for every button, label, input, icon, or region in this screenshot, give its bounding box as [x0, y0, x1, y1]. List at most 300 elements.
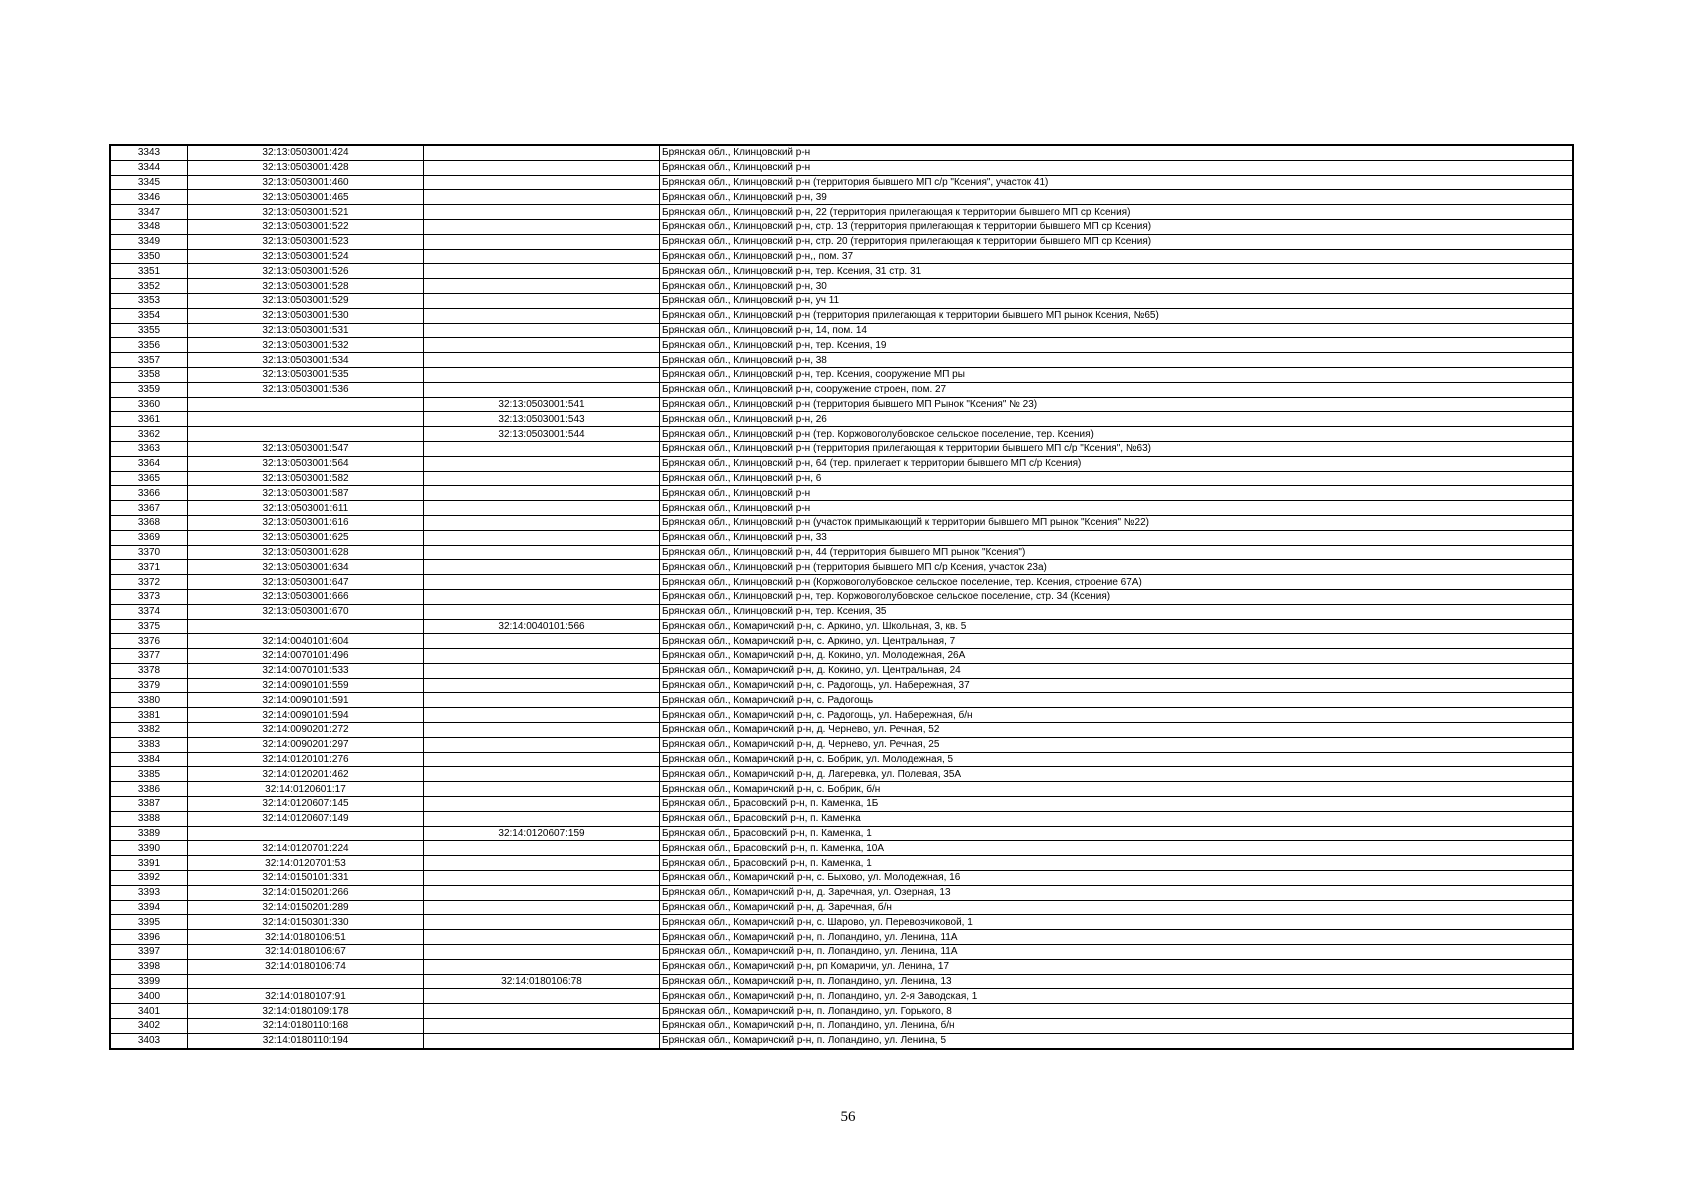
cadastral-number-cell: 32:14:0120607:145 [188, 797, 424, 812]
cadastral-number-alt-cell [424, 308, 660, 323]
address-cell: Брянская обл., Комаричский р-н, рп Комаричи, ул. Ленина, 17 [660, 959, 1574, 974]
table-row [110, 501, 1573, 516]
table-row [110, 737, 1573, 752]
cadastral-number-cell: 32:14:0150201:289 [188, 900, 424, 915]
address-cell: Брянская обл., Комаричский р-н, с. Аркино, ул. Школьная, 3, кв. 5 [660, 619, 1574, 634]
cadastral-number-alt-cell [424, 382, 660, 397]
cadastral-number-cell: 32:14:0150301:330 [188, 915, 424, 930]
row-number-cell: 3355 [110, 323, 188, 338]
cadastral-number-alt-cell [424, 145, 660, 160]
cadastral-number-cell: 32:14:0120607:149 [188, 811, 424, 826]
cadastral-number-alt-cell [424, 885, 660, 900]
table-row [110, 856, 1573, 871]
table-row [110, 575, 1573, 590]
address-cell: Брянская обл., Клинцовский р-н, 44 (территория бывшего МП рынок "Ксения") [660, 545, 1574, 560]
cadastral-number-cell [188, 826, 424, 841]
cadastral-number-cell: 32:14:0150201:266 [188, 885, 424, 900]
address-cell: Брянская обл., Клинцовский р-н [660, 145, 1574, 160]
address-cell: Брянская обл., Клинцовский р-н, уч 11 [660, 293, 1574, 308]
cadastral-number-alt-cell [424, 338, 660, 353]
cadastral-number-alt-cell [424, 190, 660, 205]
row-number-cell: 3364 [110, 456, 188, 471]
row-number-cell: 3360 [110, 397, 188, 412]
cadastral-number-cell: 32:14:0180110:194 [188, 1033, 424, 1048]
row-number-cell: 3353 [110, 293, 188, 308]
cadastral-number-alt-cell [424, 589, 660, 604]
cadastral-number-cell: 32:13:0503001:528 [188, 279, 424, 294]
row-number-cell: 3343 [110, 145, 188, 160]
address-cell: Брянская обл., Комаричский р-н, д. Лагеревка, ул. Полевая, 35А [660, 767, 1574, 782]
cadastral-number-alt-cell [424, 456, 660, 471]
cadastral-number-cell: 32:14:0120201:462 [188, 767, 424, 782]
row-number-cell: 3374 [110, 604, 188, 619]
address-cell: Брянская обл., Клинцовский р-н (Коржовоголубовское сельское поселение, тер. Ксения, строение 67А) [660, 575, 1574, 590]
cadastral-number-cell: 32:13:0503001:531 [188, 323, 424, 338]
cadastral-number-cell: 32:13:0503001:523 [188, 234, 424, 249]
cadastral-number-alt-cell [424, 219, 660, 234]
address-cell: Брянская обл., Клинцовский р-н, 30 [660, 279, 1574, 294]
cadastral-number-cell [188, 619, 424, 634]
address-cell: Брянская обл., Клинцовский р-н, стр. 13 (территория прилегающая к территории бывшего МП ср Ксения) [660, 219, 1574, 234]
table-row [110, 663, 1573, 678]
row-number-cell: 3390 [110, 841, 188, 856]
table-row [110, 293, 1573, 308]
cadastral-number-cell: 32:14:0120701:53 [188, 856, 424, 871]
address-cell: Брянская обл., Клинцовский р-н, тер. Коржовоголубовское сельское поселение, стр. 34 (Ксения) [660, 589, 1574, 604]
cadastral-number-alt-cell [424, 604, 660, 619]
cadastral-number-alt-cell [424, 293, 660, 308]
address-cell: Брянская обл., Комаричский р-н, п. Лопандино, ул. Ленина, 13 [660, 974, 1574, 989]
cadastral-number-alt-cell: 32:14:0120607:159 [424, 826, 660, 841]
address-cell: Брянская обл., Клинцовский р-н (территория бывшего МП с/р Ксения, участок 23а) [660, 560, 1574, 575]
address-cell: Брянская обл., Клинцовский р-н, 22 (территория прилегающая к территории бывшего МП ср Ксения) [660, 205, 1574, 220]
address-cell: Брянская обл., Клинцовский р-н (территория бывшего МП Рынок "Ксения" № 23) [660, 397, 1574, 412]
cadastral-number-alt-cell [424, 486, 660, 501]
table-body [110, 145, 1573, 1049]
table-row [110, 427, 1573, 442]
row-number-cell: 3379 [110, 678, 188, 693]
table-row [110, 974, 1573, 989]
cadastral-number-cell: 32:14:0180106:74 [188, 959, 424, 974]
address-cell: Брянская обл., Комаричский р-н, с. Бобрик, ул. Молодежная, 5 [660, 752, 1574, 767]
table-row [110, 797, 1573, 812]
row-number-cell: 3384 [110, 752, 188, 767]
cadastral-number-cell: 32:13:0503001:532 [188, 338, 424, 353]
address-cell: Брянская обл., Комаричский р-н, п. Лопандино, ул. Ленина, 11А [660, 930, 1574, 945]
cadastral-number-alt-cell [424, 989, 660, 1004]
row-number-cell: 3347 [110, 205, 188, 220]
cadastral-number-cell: 32:13:0503001:670 [188, 604, 424, 619]
row-number-cell: 3400 [110, 989, 188, 1004]
cadastral-number-cell: 32:14:0120601:17 [188, 782, 424, 797]
row-number-cell: 3344 [110, 160, 188, 175]
cadastral-number-cell: 32:14:0090101:559 [188, 678, 424, 693]
row-number-cell: 3375 [110, 619, 188, 634]
table-row [110, 338, 1573, 353]
cadastral-number-alt-cell [424, 782, 660, 797]
cadastral-number-alt-cell [424, 693, 660, 708]
cadastral-number-alt-cell [424, 441, 660, 456]
cadastral-number-alt-cell [424, 915, 660, 930]
row-number-cell: 3346 [110, 190, 188, 205]
table-row [110, 353, 1573, 368]
address-cell: Брянская обл., Клинцовский р-н, 38 [660, 353, 1574, 368]
row-number-cell: 3345 [110, 175, 188, 190]
cadastral-number-cell: 32:13:0503001:465 [188, 190, 424, 205]
table-row [110, 619, 1573, 634]
row-number-cell: 3389 [110, 826, 188, 841]
table-row [110, 382, 1573, 397]
address-cell: Брянская обл., Комаричский р-н, п. Лопандино, ул. Ленина, 11А [660, 945, 1574, 960]
row-number-cell: 3366 [110, 486, 188, 501]
row-number-cell: 3393 [110, 885, 188, 900]
address-cell: Брянская обл., Клинцовский р-н (тер. Коржовоголубовское сельское поселение, тер. Ксения) [660, 427, 1574, 442]
table-row [110, 397, 1573, 412]
table-row [110, 219, 1573, 234]
cadastral-number-alt-cell [424, 160, 660, 175]
cadastral-number-cell: 32:13:0503001:534 [188, 353, 424, 368]
row-number-cell: 3350 [110, 249, 188, 264]
table-row [110, 367, 1573, 382]
row-number-cell: 3403 [110, 1033, 188, 1048]
cadastral-number-cell: 32:14:0180107:91 [188, 989, 424, 1004]
row-number-cell: 3359 [110, 382, 188, 397]
cadastral-number-alt-cell [424, 841, 660, 856]
table-row [110, 412, 1573, 427]
cadastral-number-cell: 32:13:0503001:582 [188, 471, 424, 486]
cadastral-number-alt-cell [424, 1004, 660, 1019]
table-row [110, 145, 1573, 160]
row-number-cell: 3373 [110, 589, 188, 604]
address-cell: Брянская обл., Клинцовский р-н, 6 [660, 471, 1574, 486]
cadastral-number-alt-cell [424, 811, 660, 826]
cadastral-number-alt-cell [424, 900, 660, 915]
row-number-cell: 3378 [110, 663, 188, 678]
table-row [110, 989, 1573, 1004]
cadastral-number-cell: 32:14:0090101:594 [188, 708, 424, 723]
address-cell: Брянская обл., Комаричский р-н, с. Шарово, ул. Перевозчиковой, 1 [660, 915, 1574, 930]
cadastral-number-alt-cell [424, 367, 660, 382]
cadastral-number-alt-cell [424, 279, 660, 294]
table-row [110, 530, 1573, 545]
address-cell: Брянская обл., Комаричский р-н, д. Заречная, б/н [660, 900, 1574, 915]
cadastral-number-cell: 32:14:0150101:331 [188, 871, 424, 886]
table-row [110, 723, 1573, 738]
table-row [110, 871, 1573, 886]
row-number-cell: 3372 [110, 575, 188, 590]
row-number-cell: 3388 [110, 811, 188, 826]
address-cell: Брянская обл., Клинцовский р-н, тер. Ксения, 31 стр. 31 [660, 264, 1574, 279]
cadastral-number-cell: 32:14:0090201:272 [188, 723, 424, 738]
cadastral-number-alt-cell [424, 353, 660, 368]
row-number-cell: 3394 [110, 900, 188, 915]
row-number-cell: 3380 [110, 693, 188, 708]
table-row [110, 264, 1573, 279]
cadastral-number-alt-cell [424, 663, 660, 678]
cadastral-number-cell: 32:13:0503001:524 [188, 249, 424, 264]
row-number-cell: 3363 [110, 441, 188, 456]
address-cell: Брянская обл., Клинцовский р-н, тер. Ксения, 35 [660, 604, 1574, 619]
table-row [110, 634, 1573, 649]
table-row [110, 693, 1573, 708]
row-number-cell: 3383 [110, 737, 188, 752]
cadastral-number-cell: 32:13:0503001:628 [188, 545, 424, 560]
cadastral-number-cell: 32:13:0503001:529 [188, 293, 424, 308]
cadastral-number-alt-cell [424, 205, 660, 220]
cadastral-number-cell: 32:13:0503001:587 [188, 486, 424, 501]
cadastral-number-alt-cell [424, 634, 660, 649]
address-cell: Брянская обл., Комаричский р-н, с. Аркино, ул. Центральная, 7 [660, 634, 1574, 649]
cadastral-number-cell: 32:14:0180110:168 [188, 1019, 424, 1034]
table-row [110, 841, 1573, 856]
cadastral-number-alt-cell [424, 515, 660, 530]
cadastral-number-cell: 32:14:0180106:67 [188, 945, 424, 960]
table-row [110, 515, 1573, 530]
table-row [110, 205, 1573, 220]
row-number-cell: 3395 [110, 915, 188, 930]
table-row [110, 471, 1573, 486]
table-row [110, 160, 1573, 175]
cadastral-number-alt-cell [424, 752, 660, 767]
row-number-cell: 3397 [110, 945, 188, 960]
address-cell: Брянская обл., Клинцовский р-н [660, 501, 1574, 516]
cadastral-number-cell: 32:13:0503001:647 [188, 575, 424, 590]
address-cell: Брянская обл., Клинцовский р-н, 33 [660, 530, 1574, 545]
table-row [110, 900, 1573, 915]
cadastral-number-cell: 32:14:0180109:178 [188, 1004, 424, 1019]
address-cell: Брянская обл., Клинцовский р-н, 26 [660, 412, 1574, 427]
table-row [110, 234, 1573, 249]
cadastral-number-alt-cell [424, 959, 660, 974]
cadastral-number-cell: 32:13:0503001:634 [188, 560, 424, 575]
table-row [110, 811, 1573, 826]
address-cell: Брянская обл., Клинцовский р-н, тер. Ксения, 19 [660, 338, 1574, 353]
row-number-cell: 3365 [110, 471, 188, 486]
row-number-cell: 3398 [110, 959, 188, 974]
table-row [110, 456, 1573, 471]
cadastral-table [109, 144, 1574, 1050]
cadastral-number-cell: 32:13:0503001:547 [188, 441, 424, 456]
cadastral-number-alt-cell [424, 471, 660, 486]
row-number-cell: 3371 [110, 560, 188, 575]
table-row [110, 945, 1573, 960]
cadastral-number-cell: 32:13:0503001:536 [188, 382, 424, 397]
row-number-cell: 3362 [110, 427, 188, 442]
table-row [110, 915, 1573, 930]
row-number-cell: 3351 [110, 264, 188, 279]
address-cell: Брянская обл., Клинцовский р-н, 39 [660, 190, 1574, 205]
cadastral-number-cell: 32:14:0090101:591 [188, 693, 424, 708]
row-number-cell: 3387 [110, 797, 188, 812]
row-number-cell: 3377 [110, 649, 188, 664]
row-number-cell: 3367 [110, 501, 188, 516]
cadastral-number-cell: 32:13:0503001:666 [188, 589, 424, 604]
cadastral-number-cell: 32:14:0120701:224 [188, 841, 424, 856]
address-cell: Брянская обл., Комаричский р-н, с. Быхово, ул. Молодежная, 16 [660, 871, 1574, 886]
table-row [110, 190, 1573, 205]
cadastral-number-cell: 32:13:0503001:428 [188, 160, 424, 175]
table-row [110, 826, 1573, 841]
address-cell: Брянская обл., Комаричский р-н, п. Лопандино, ул. Ленина, 5 [660, 1033, 1574, 1048]
table-row [110, 249, 1573, 264]
address-cell: Брянская обл., Клинцовский р-н [660, 486, 1574, 501]
row-number-cell: 3382 [110, 723, 188, 738]
cadastral-number-alt-cell [424, 175, 660, 190]
row-number-cell: 3358 [110, 367, 188, 382]
cadastral-number-alt-cell [424, 797, 660, 812]
cadastral-number-alt-cell: 32:14:0180106:78 [424, 974, 660, 989]
cadastral-number-cell: 32:13:0503001:535 [188, 367, 424, 382]
cadastral-number-alt-cell: 32:13:0503001:541 [424, 397, 660, 412]
address-cell: Брянская обл., Клинцовский р-н, тер. Ксения, сооружение МП ры [660, 367, 1574, 382]
row-number-cell: 3392 [110, 871, 188, 886]
row-number-cell: 3376 [110, 634, 188, 649]
address-cell: Брянская обл., Брасовский р-н, п. Каменка [660, 811, 1574, 826]
cadastral-number-cell [188, 427, 424, 442]
row-number-cell: 3356 [110, 338, 188, 353]
address-cell: Брянская обл., Клинцовский р-н, 64 (тер. прилегает к территории бывшего МП с/р Ксения) [660, 456, 1574, 471]
cadastral-number-alt-cell [424, 723, 660, 738]
table-row [110, 560, 1573, 575]
row-number-cell: 3369 [110, 530, 188, 545]
table-row [110, 323, 1573, 338]
row-number-cell: 3348 [110, 219, 188, 234]
table-row [110, 589, 1573, 604]
row-number-cell: 3370 [110, 545, 188, 560]
cadastral-number-alt-cell [424, 737, 660, 752]
address-cell: Брянская обл., Брасовский р-н, п. Каменка, 1 [660, 856, 1574, 871]
table-row [110, 175, 1573, 190]
address-cell: Брянская обл., Комаричский р-н, д. Чернево, ул. Речная, 52 [660, 723, 1574, 738]
row-number-cell: 3399 [110, 974, 188, 989]
cadastral-number-cell [188, 412, 424, 427]
table-row [110, 1004, 1573, 1019]
row-number-cell: 3352 [110, 279, 188, 294]
cadastral-number-cell: 32:14:0180106:51 [188, 930, 424, 945]
table-row [110, 545, 1573, 560]
cadastral-number-cell: 32:14:0120101:276 [188, 752, 424, 767]
cadastral-number-alt-cell: 32:14:0040101:566 [424, 619, 660, 634]
table-row [110, 441, 1573, 456]
address-cell: Брянская обл., Комаричский р-н, с. Радогощь, ул. Набережная, б/н [660, 708, 1574, 723]
cadastral-number-cell: 32:13:0503001:521 [188, 205, 424, 220]
row-number-cell: 3357 [110, 353, 188, 368]
address-cell: Брянская обл., Клинцовский р-н (территория прилегающая к территории бывшего МП рынок Ксения, №65) [660, 308, 1574, 323]
address-cell: Брянская обл., Комаричский р-н, с. Бобрик, б/н [660, 782, 1574, 797]
table-row [110, 782, 1573, 797]
table-row [110, 649, 1573, 664]
address-cell: Брянская обл., Клинцовский р-н (территория бывшего МП с/р "Ксения", участок 41) [660, 175, 1574, 190]
row-number-cell: 3349 [110, 234, 188, 249]
address-cell: Брянская обл., Клинцовский р-н (территория прилегающая к территории бывшего МП с/р "Ксения", №63) [660, 441, 1574, 456]
address-cell: Брянская обл., Комаричский р-н, п. Лопандино, ул. Ленина, б/н [660, 1019, 1574, 1034]
row-number-cell: 3354 [110, 308, 188, 323]
cadastral-number-alt-cell [424, 530, 660, 545]
cadastral-number-alt-cell [424, 501, 660, 516]
table-row [110, 486, 1573, 501]
row-number-cell: 3401 [110, 1004, 188, 1019]
table-row [110, 678, 1573, 693]
address-cell: Брянская обл., Клинцовский р-н, 14, пом. 14 [660, 323, 1574, 338]
row-number-cell: 3385 [110, 767, 188, 782]
cadastral-number-alt-cell [424, 560, 660, 575]
row-number-cell: 3396 [110, 930, 188, 945]
table-row [110, 1019, 1573, 1034]
row-number-cell: 3381 [110, 708, 188, 723]
cadastral-number-alt-cell [424, 930, 660, 945]
cadastral-number-alt-cell: 32:13:0503001:543 [424, 412, 660, 427]
table-row [110, 604, 1573, 619]
address-cell: Брянская обл., Комаричский р-н, п. Лопандино, ул. 2-я Заводская, 1 [660, 989, 1574, 1004]
cadastral-number-alt-cell [424, 264, 660, 279]
cadastral-number-cell: 32:13:0503001:526 [188, 264, 424, 279]
row-number-cell: 3391 [110, 856, 188, 871]
cadastral-number-cell: 32:13:0503001:460 [188, 175, 424, 190]
cadastral-number-alt-cell [424, 649, 660, 664]
cadastral-number-alt-cell [424, 767, 660, 782]
table-row [110, 308, 1573, 323]
cadastral-number-cell: 32:13:0503001:522 [188, 219, 424, 234]
address-cell: Брянская обл., Комаричский р-н, с. Радогощь [660, 693, 1574, 708]
table-row [110, 1033, 1573, 1048]
cadastral-number-alt-cell [424, 871, 660, 886]
table-row [110, 708, 1573, 723]
address-cell: Брянская обл., Брасовский р-н, п. Каменка, 10А [660, 841, 1574, 856]
cadastral-number-cell: 32:13:0503001:611 [188, 501, 424, 516]
cadastral-number-cell [188, 974, 424, 989]
cadastral-number-alt-cell [424, 234, 660, 249]
cadastral-number-cell: 32:13:0503001:625 [188, 530, 424, 545]
cadastral-number-alt-cell: 32:13:0503001:544 [424, 427, 660, 442]
address-cell: Брянская обл., Брасовский р-н, п. Каменка, 1 [660, 826, 1574, 841]
row-number-cell: 3386 [110, 782, 188, 797]
cadastral-number-alt-cell [424, 1019, 660, 1034]
table-row [110, 752, 1573, 767]
cadastral-number-cell: 32:13:0503001:616 [188, 515, 424, 530]
table-row [110, 279, 1573, 294]
cadastral-number-alt-cell [424, 856, 660, 871]
cadastral-number-alt-cell [424, 323, 660, 338]
cadastral-number-cell: 32:14:0070101:496 [188, 649, 424, 664]
address-cell: Брянская обл., Комаричский р-н, д. Заречная, ул. Озерная, 13 [660, 885, 1574, 900]
address-cell: Брянская обл., Клинцовский р-н (участок примыкающий к территории бывшего МП рынок "Ксения" №22) [660, 515, 1574, 530]
address-cell: Брянская обл., Брасовский р-н, п. Каменка, 1Б [660, 797, 1574, 812]
cadastral-number-cell: 32:13:0503001:530 [188, 308, 424, 323]
row-number-cell: 3402 [110, 1019, 188, 1034]
table-row [110, 930, 1573, 945]
table-row [110, 885, 1573, 900]
page-number: 56 [840, 1109, 856, 1125]
cadastral-number-cell: 32:14:0090201:297 [188, 737, 424, 752]
address-cell: Брянская обл., Комаричский р-н, д. Чернево, ул. Речная, 25 [660, 737, 1574, 752]
address-cell: Брянская обл., Клинцовский р-н, сооружение строен, пом. 27 [660, 382, 1574, 397]
cadastral-number-cell: 32:14:0040101:604 [188, 634, 424, 649]
cadastral-number-cell [188, 397, 424, 412]
cadastral-number-cell: 32:13:0503001:564 [188, 456, 424, 471]
address-cell: Брянская обл., Комаричский р-н, п. Лопандино, ул. Горького, 8 [660, 1004, 1574, 1019]
address-cell: Брянская обл., Клинцовский р-н,, пом. 37 [660, 249, 1574, 264]
cadastral-number-alt-cell [424, 545, 660, 560]
cadastral-number-alt-cell [424, 708, 660, 723]
cadastral-number-alt-cell [424, 249, 660, 264]
cadastral-number-alt-cell [424, 575, 660, 590]
address-cell: Брянская обл., Клинцовский р-н, стр. 20 (территория прилегающая к территории бывшего МП ср Ксения) [660, 234, 1574, 249]
table-row [110, 959, 1573, 974]
address-cell: Брянская обл., Комаричский р-н, с. Радогощь, ул. Набережная, 37 [660, 678, 1574, 693]
table-row [110, 767, 1573, 782]
cadastral-number-alt-cell [424, 945, 660, 960]
cadastral-number-cell: 32:14:0070101:533 [188, 663, 424, 678]
